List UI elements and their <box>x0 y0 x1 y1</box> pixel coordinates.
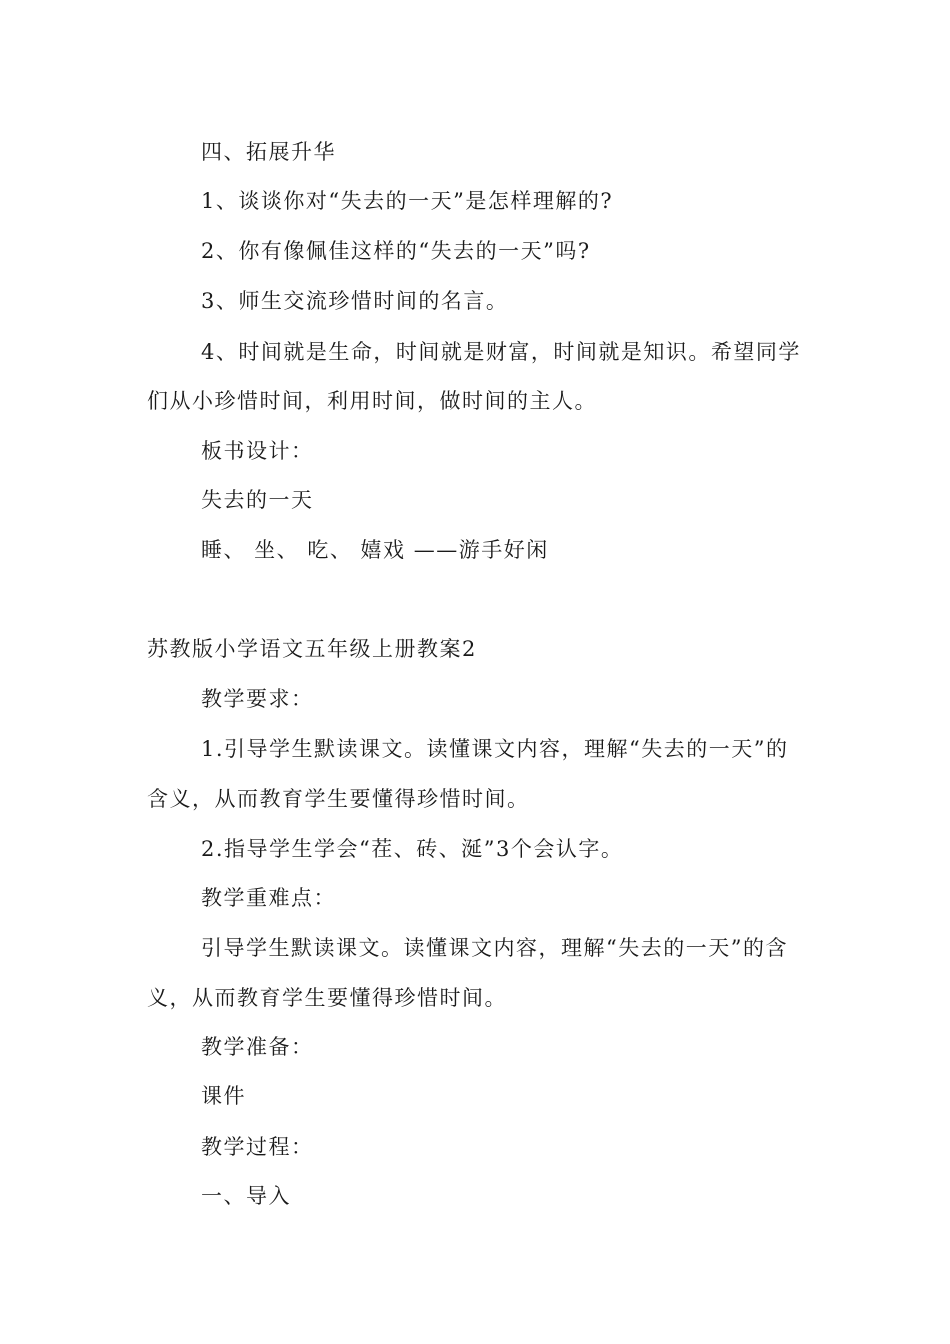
board-design-label: 板书设计： <box>201 439 314 463</box>
board-design-content: 睡、 坐、 吃、 嬉戏 ——游手好闲 <box>201 538 549 562</box>
requirement-2: 2.指导学生学会“茬、砖、涎”3个会认字。 <box>201 837 624 861</box>
key-points-line-2: 义，从而教育学生要懂得珍惜时间。 <box>147 986 507 1010</box>
requirement-1-line-1: 1.引导学生默读课文。读懂课文内容，理解“失去的一天”的 <box>201 737 789 761</box>
section-four-item-3: 3、师生交流珍惜时间的名言。 <box>201 289 509 313</box>
lesson-two-title: 苏教版小学语文五年级上册教案2 <box>147 637 477 661</box>
key-points-line-1: 引导学生默读课文。读懂课文内容，理解“失去的一天”的含 <box>201 936 788 960</box>
board-design-title: 失去的一天 <box>201 488 314 512</box>
section-four-heading: 四、拓展升华 <box>201 140 336 164</box>
section-four-item-4-line-1: 4、时间就是生命，时间就是财富，时间就是知识。希望同学 <box>201 340 801 364</box>
process-label: 教学过程： <box>201 1135 314 1159</box>
requirement-1-line-2: 含义，从而教育学生要懂得珍惜时间。 <box>147 787 530 811</box>
preparation-label: 教学准备： <box>201 1035 314 1059</box>
preparation-value: 课件 <box>201 1084 246 1108</box>
section-four-item-2: 2、你有像佩佳这样的“失去的一天”吗? <box>201 239 591 263</box>
step-one: 一、导入 <box>201 1184 291 1208</box>
section-four-item-1: 1、谈谈你对“失去的一天”是怎样理解的? <box>201 189 614 213</box>
requirements-label: 教学要求： <box>201 687 314 711</box>
key-points-label: 教学重难点： <box>201 886 336 910</box>
section-four-item-4-line-2: 们从小珍惜时间，利用时间，做时间的主人。 <box>147 389 597 413</box>
